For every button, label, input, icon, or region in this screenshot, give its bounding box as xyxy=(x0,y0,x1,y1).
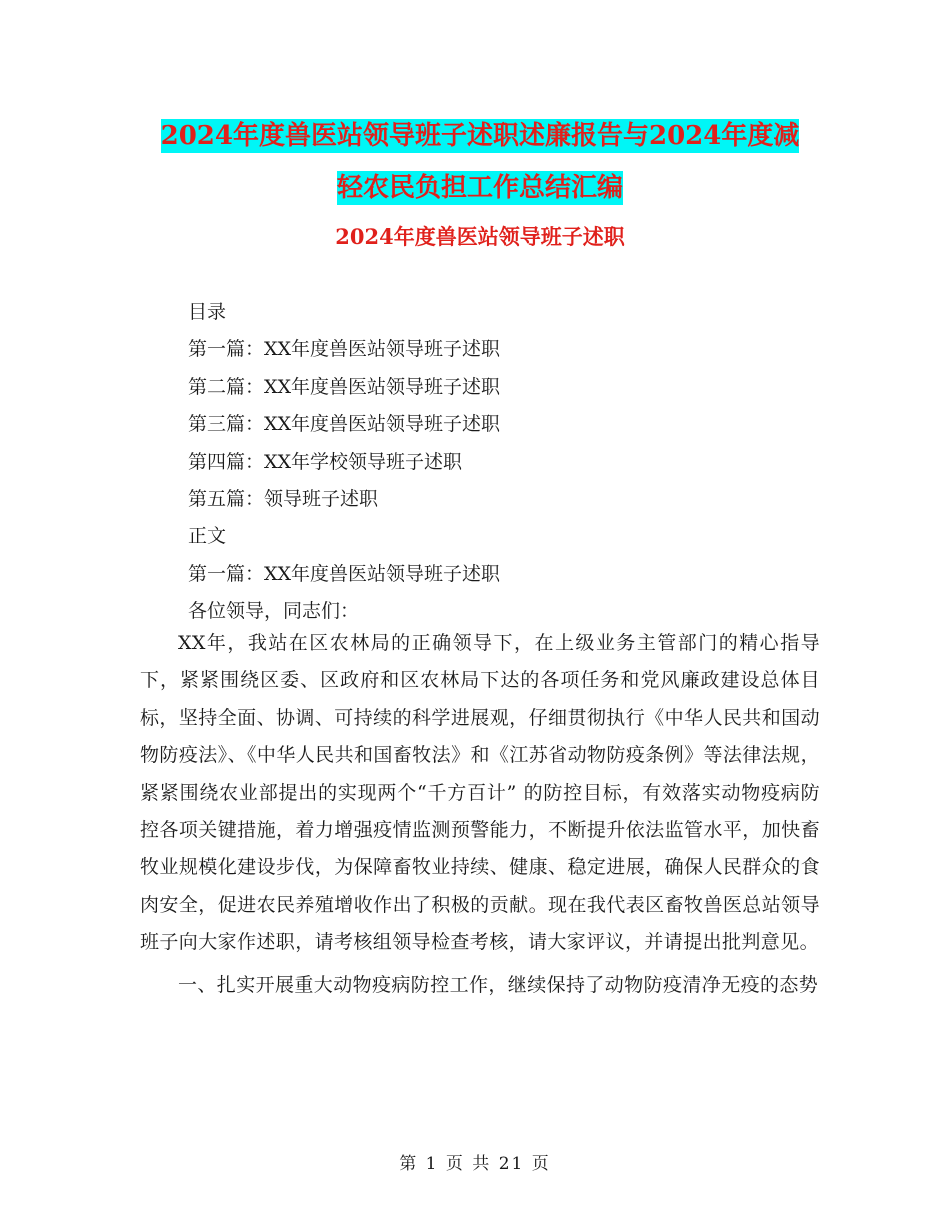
toc-item: 第四篇：XX年学校领导班子述职 xyxy=(188,450,463,473)
body-heading: 正文 xyxy=(188,525,227,548)
salutation: 各位领导，同志们： xyxy=(188,600,360,623)
toc-item: 第五篇：领导班子述职 xyxy=(188,487,379,510)
toc-heading: 目录 xyxy=(188,301,227,323)
section-heading-paragraph: 一、扎实开展重大动物疫病防控工作，继续保持了动物防疫清净无疫的态势 xyxy=(178,973,819,996)
table-of-contents xyxy=(188,294,828,631)
document-title-line-1: 2024年度兽医站领导班子述职述廉报告与2024年度减 xyxy=(160,121,800,151)
page-footer: 第 1 页 共 21 页 xyxy=(399,1154,551,1174)
section-title: 2024年度兽医站领导班子述职 xyxy=(335,224,625,249)
document-title-line-2: 轻农民负担工作总结汇编 xyxy=(336,173,623,203)
article-heading: 第一篇：XX年度兽医站领导班子述职 xyxy=(188,562,501,585)
toc-item: 第三篇：XX年度兽医站领导班子述职 xyxy=(188,413,501,436)
toc-item: 第一篇：XX年度兽医站领导班子述职 xyxy=(188,338,501,361)
body-paragraph: XX年，我站在区农林局的正确领导下，在上级业务主管部门的精心指导下，紧紧围绕区委、区政府和区农林局下达的各项任务和党风廉政建设总体目标，坚持全面、协调、可持续的科学进展观，仔细贯彻执行《中华人民共和国动物防疫法》、《中华人民共和国畜牧法》和《江苏省动物防疫条例》等法律法规，紧紧围绕农业部提出的实现两个“千方百计” 的防控目标，有效落实动物疫病防控各项关键措施，着力增强疫情监测预警能力，不断提升依法监管水平，加快畜牧业规模化建设步伐，为保障畜牧业持续、健康、稳定进展，确保人民群众的食肉安全，促进农民养殖增收作出了积极的贡献。现在我代表区畜牧兽医总站领导班子向大家作述职，请考核组领导检查考核，请大家评议，并请提出批判意见。 xyxy=(140,632,820,954)
document-title xyxy=(140,110,820,214)
toc-item: 第二篇：XX年度兽医站领导班子述职 xyxy=(188,375,501,398)
body-text xyxy=(140,625,820,1004)
